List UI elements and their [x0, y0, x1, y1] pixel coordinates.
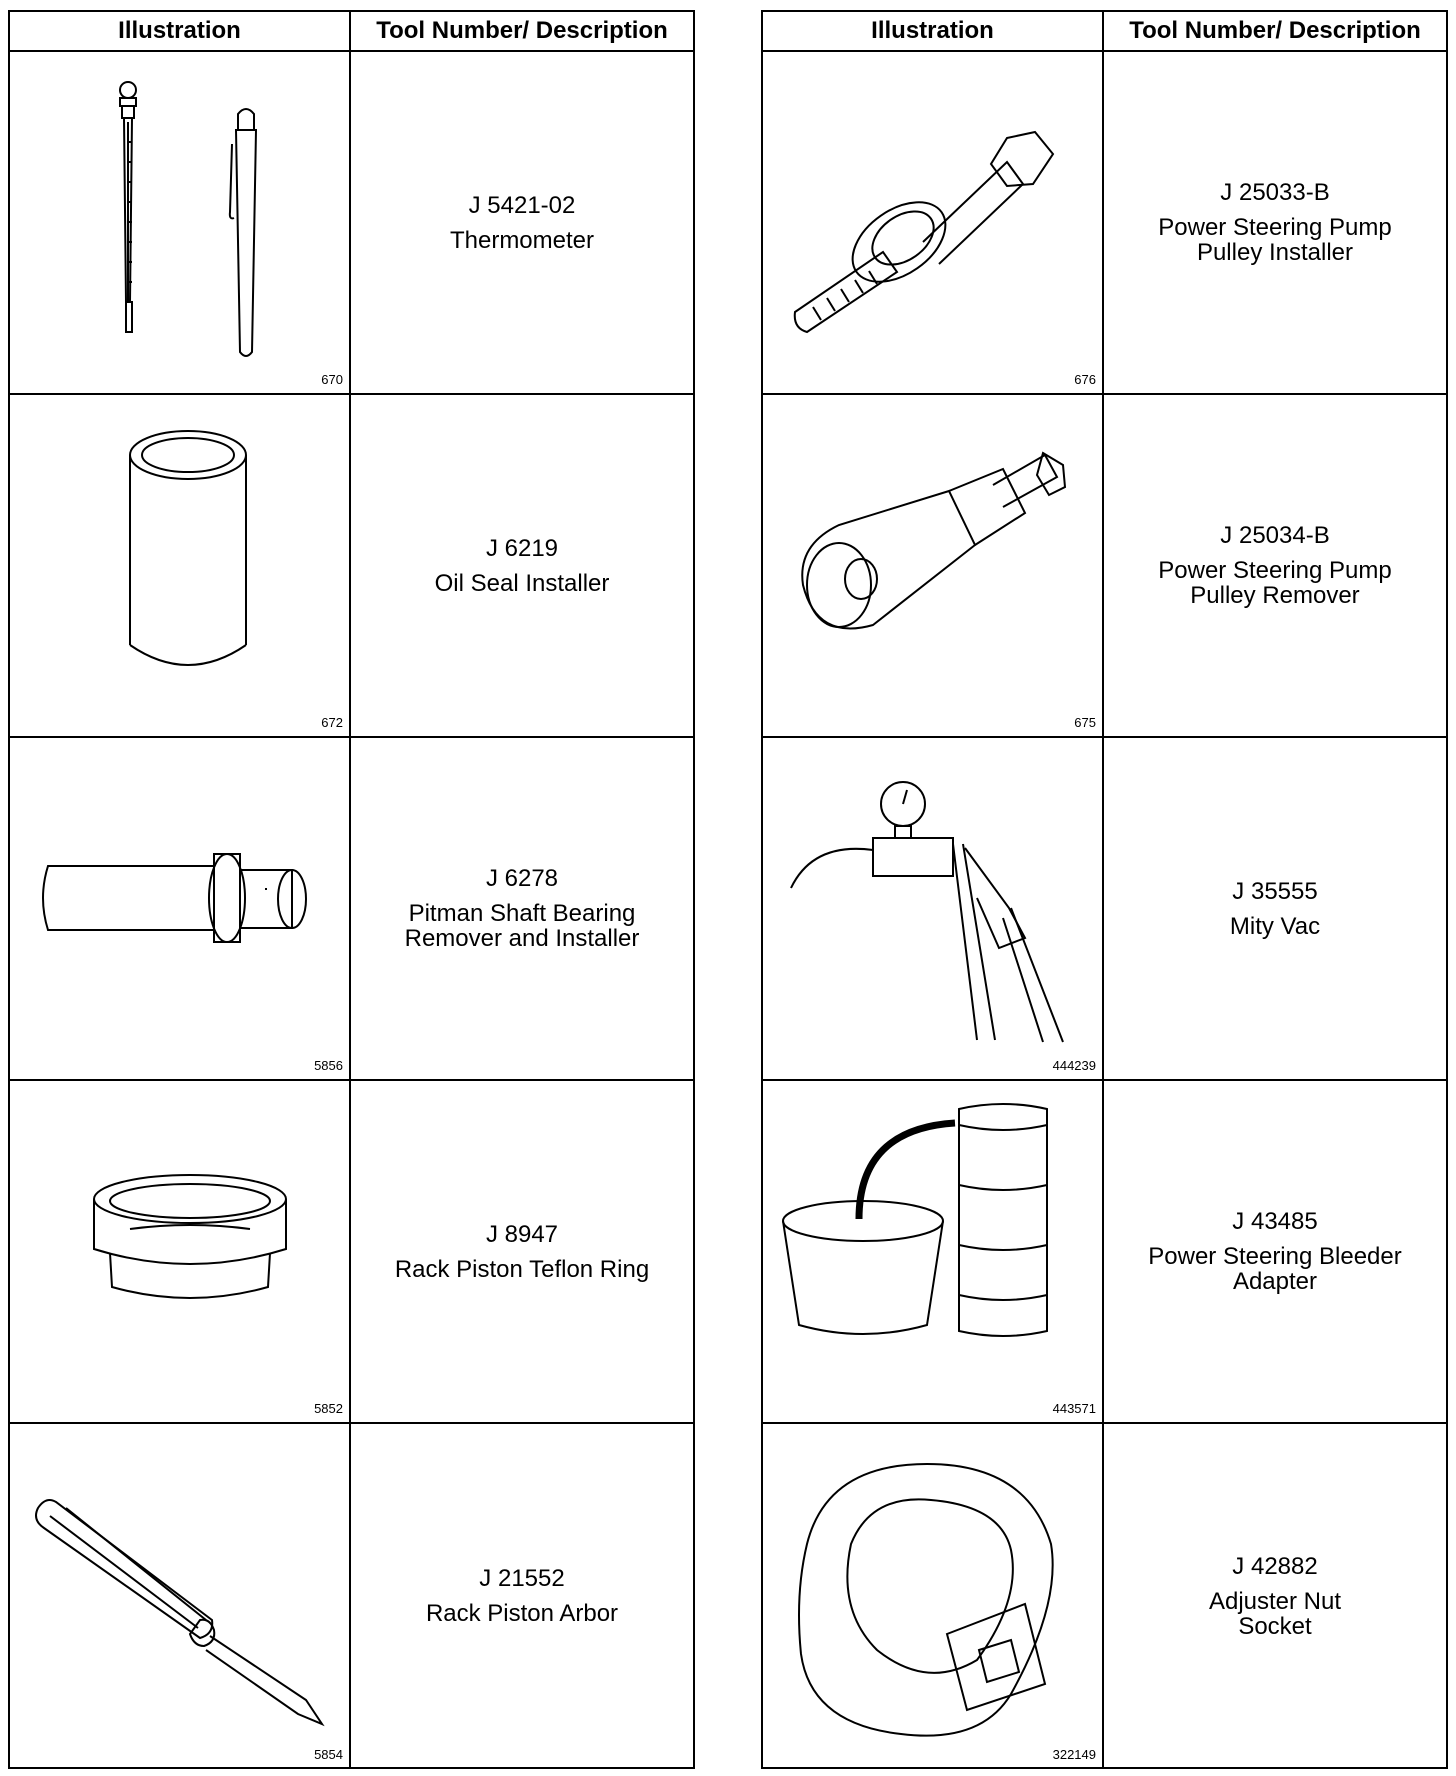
illustration-cell — [10, 1081, 351, 1422]
table-row — [763, 395, 1446, 738]
tool-description: Thermometer — [449, 226, 595, 254]
illustration-cell — [763, 1081, 1104, 1422]
pulley-remover-icon — [763, 395, 1102, 736]
tool-description: Power Steering Pump Pulley Remover — [1158, 557, 1392, 609]
table-header — [10, 12, 693, 52]
cylinder-sleeve-icon — [10, 395, 349, 736]
figure-number: 444239 — [1052, 1058, 1096, 1073]
table-row — [763, 1081, 1446, 1424]
illustration-cell — [10, 738, 351, 1079]
tool-description: Rack Piston Teflon Ring — [394, 1255, 650, 1283]
description-cell — [1104, 738, 1446, 1079]
illustration-cell — [763, 52, 1104, 393]
pulley-installer-icon — [763, 52, 1102, 393]
figure-number: 5856 — [314, 1058, 343, 1073]
table-row — [763, 52, 1446, 395]
thermometer-icon — [10, 52, 349, 393]
table-header — [763, 12, 1446, 52]
bleeder-adapter-icon — [763, 1081, 1102, 1422]
stepped-shaft-icon — [10, 738, 349, 1079]
tool-number: J 42882 — [1232, 1552, 1318, 1580]
tool-number: J 6219 — [485, 534, 559, 562]
tool-description: Mity Vac — [1229, 912, 1321, 940]
illustration-cell — [763, 738, 1104, 1079]
tool-description: Rack Piston Arbor — [425, 1600, 619, 1627]
tool-description: Power Steering Bleeder Adapter — [1148, 1243, 1402, 1295]
figure-number: 672 — [321, 715, 343, 730]
tool-description: Adjuster Nut Socket — [1208, 1587, 1342, 1640]
tool-number: J 25033-B — [1220, 179, 1330, 206]
tool-number: J 6278 — [485, 865, 559, 892]
tool-table-right — [761, 10, 1448, 1769]
tool-description: Power Steering Pump Pulley Installer — [1158, 214, 1392, 266]
table-row — [10, 395, 693, 738]
figure-number: 675 — [1074, 715, 1096, 730]
tool-table-left — [8, 10, 695, 1769]
tool-number: J 5421-02 — [468, 191, 576, 219]
tool-number: J 21552 — [479, 1565, 565, 1592]
illustration-cell — [763, 1424, 1104, 1768]
tool-number: J 35555 — [1232, 877, 1318, 905]
description-cell — [1104, 395, 1446, 736]
figure-number: 676 — [1074, 372, 1096, 387]
illustration-cell — [10, 52, 351, 393]
description-cell — [351, 1424, 693, 1768]
table-row — [10, 1081, 693, 1424]
illustration-header: Illustration — [763, 12, 1104, 50]
tool-number: J 43485 — [1232, 1208, 1318, 1235]
description-cell — [1104, 1424, 1446, 1768]
tool-number: J 8947 — [485, 1220, 559, 1248]
description-header: Tool Number/ Description — [1129, 17, 1421, 44]
arbor-icon — [10, 1424, 349, 1765]
description-cell — [1104, 1081, 1446, 1422]
tool-description: Pitman Shaft Bearing Remover and Installer — [404, 900, 640, 952]
figure-number: 670 — [321, 372, 343, 387]
tool-number: J 25034-B — [1220, 522, 1330, 549]
illustration-cell — [10, 1424, 351, 1768]
illustration-header: Illustration — [10, 12, 351, 50]
description-cell — [351, 395, 693, 736]
illustration-cell — [10, 395, 351, 736]
description-cell — [351, 738, 693, 1079]
description-cell — [351, 52, 693, 393]
illustration-cell — [763, 395, 1104, 736]
table-row — [10, 52, 693, 395]
ring-sizer-icon — [10, 1081, 349, 1422]
description-cell — [351, 1081, 693, 1422]
description-header: Tool Number/ Description — [376, 17, 668, 44]
figure-number: 322149 — [1052, 1747, 1096, 1762]
tool-description: Oil Seal Installer — [434, 569, 610, 597]
table-row — [10, 1424, 693, 1768]
figure-number: 5854 — [314, 1747, 343, 1762]
table-row — [763, 738, 1446, 1081]
figure-number: 5852 — [314, 1401, 343, 1416]
table-row — [10, 738, 693, 1081]
description-cell — [1104, 52, 1446, 393]
vacuum-pump-icon — [763, 738, 1102, 1079]
socket-icon — [763, 1424, 1102, 1765]
figure-number: 443571 — [1052, 1401, 1096, 1416]
table-row — [763, 1424, 1446, 1768]
